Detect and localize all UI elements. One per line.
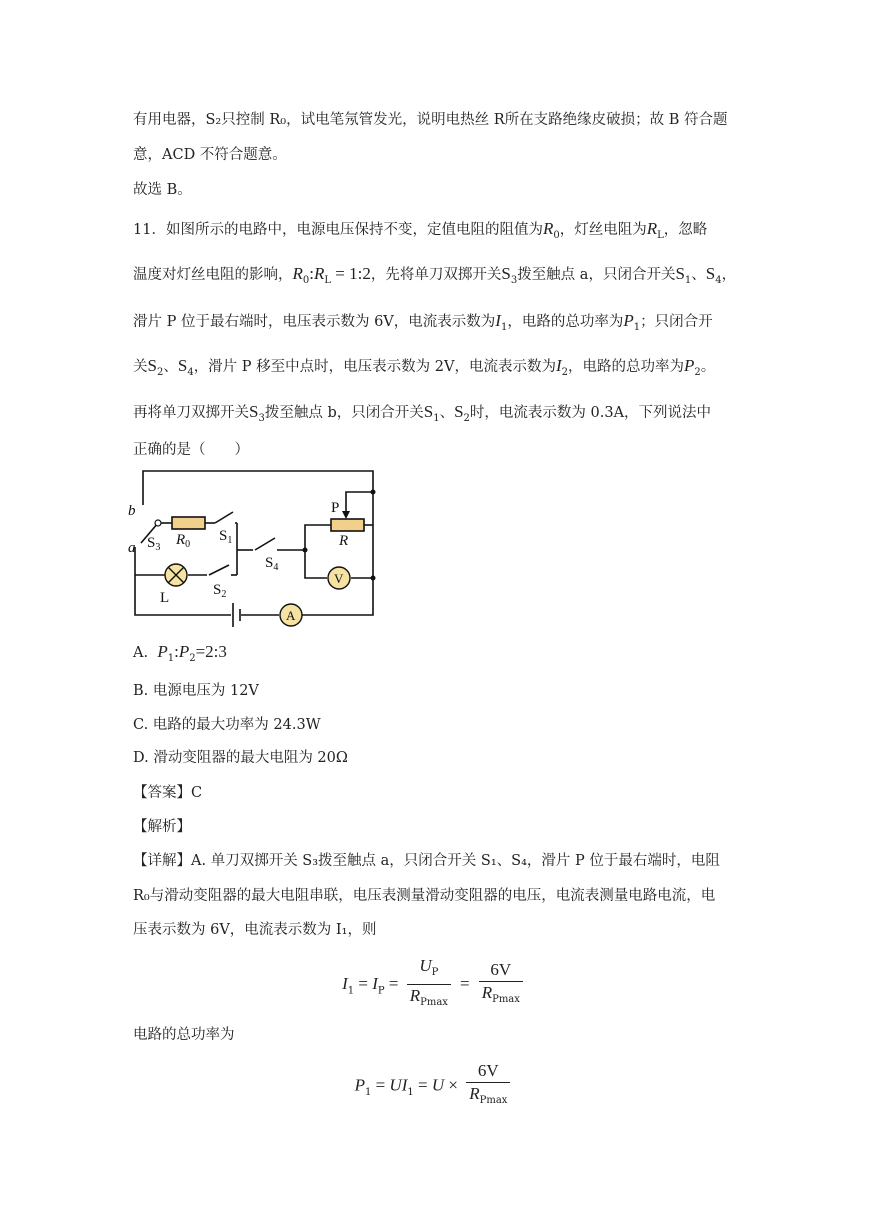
r0-resistor xyxy=(172,517,205,529)
label-p: P xyxy=(331,500,340,516)
question-line-6: 正确的是（ ） xyxy=(133,442,249,458)
slider-wire xyxy=(346,492,373,515)
label-a-meter: A xyxy=(286,608,296,623)
label-s3: $S_3$ xyxy=(147,535,161,553)
label-r0: $R_0$ xyxy=(176,532,191,550)
detail-line-1: 【详解】A. 单刀双掷开关 S₃拨至触点 a，只闭合开关 S₁、S₄，滑片 P 位于最右端时，电阻 xyxy=(133,853,720,869)
s1-blade xyxy=(215,512,233,523)
circuit-diagram xyxy=(125,465,385,630)
formula-current: $I_1 = I_P$ = $\frac{U_P}{R_{Pmax}}$ = $\frac{6V}{R_{Pmax}}$ xyxy=(0,955,869,1014)
option-d: D. 滑动变阻器的最大电阻为 20Ω xyxy=(133,750,348,766)
formula-power: $P_1 = UI_1 = U$ × $\frac{6V}{R_{Pmax}}$ xyxy=(0,1060,869,1112)
s4-blade xyxy=(255,538,275,550)
option-a: A. $P_1:P_2=2:3$ xyxy=(133,642,227,664)
text-line-2: 意，ACD 不符合题意。 xyxy=(133,147,287,163)
s2-blade xyxy=(209,565,229,575)
question-line-5: 再将单刀双掷开关$S_3$拨至触点 b，只闭合开关$S_1$、$S_2$时，电流表示数为 0.3A，下列说法中 xyxy=(133,402,712,424)
slider-arrow xyxy=(342,511,350,519)
label-s1: $S_1$ xyxy=(219,528,233,546)
detail-line-2: R₀与滑动变阻器的最大电阻串联，电压表测量滑动变阻器的电压，电流表测量电路电流，电 xyxy=(133,888,716,904)
slide-rheostat xyxy=(331,519,364,531)
label-l: L xyxy=(160,590,170,606)
node-mid-right xyxy=(371,576,376,581)
analysis-heading: 【解析】 xyxy=(133,819,191,835)
question-line-1: 11．如图所示的电路中，电源电压保持不变，定值电阻的阻值为$R_0$，灯丝电阻为$R_L$，忽略 xyxy=(133,219,708,241)
question-line-3: 滑片 P 位于最右端时，电压表示数为 6V，电流表示数为$I_1$，电路的总功率为$P_1$；只闭合开 xyxy=(133,311,713,333)
label-r: R xyxy=(339,533,349,549)
question-line-4: 关$S_2$、$S_4$，滑片 P 移至中点时，电压表示数为 2V，电流表示数为$I_2$，电路的总功率为$P_2$。 xyxy=(133,356,716,378)
answer: 【答案】C xyxy=(133,785,203,801)
text-line-3: 故选 B。 xyxy=(133,182,192,198)
option-c: C. 电路的最大功率为 24.3W xyxy=(133,717,321,733)
s3-pivot xyxy=(155,520,161,526)
wire-v-left xyxy=(305,550,327,578)
detail-line-4: 电路的总功率为 xyxy=(133,1027,235,1043)
detail-line-3: 压表示数为 6V，电流表示数为 I₁，则 xyxy=(133,922,377,938)
node-left xyxy=(303,548,308,553)
wire-r-left xyxy=(305,525,331,550)
text-line-1: 有用电器，S₂只控制 R₀，试电笔氖管发光，说明电热丝 R所在支路绝缘皮破损；故 B 符合题 xyxy=(133,112,728,128)
label-s2: $S_2$ xyxy=(213,582,227,600)
label-s4: $S_4$ xyxy=(265,555,279,573)
label-a: a xyxy=(128,540,136,556)
label-b: b xyxy=(128,503,136,519)
node-top-right xyxy=(371,490,376,495)
question-line-2: 温度对灯丝电阻的影响，$R_0:R_L$ = 1:2，先将单刀双掷开关$S_3$拨至触点 a，只闭合开关$S_1$、$S_4$， xyxy=(133,264,737,286)
option-b: B. 电源电压为 12V xyxy=(133,683,259,699)
label-v: V xyxy=(334,571,344,586)
